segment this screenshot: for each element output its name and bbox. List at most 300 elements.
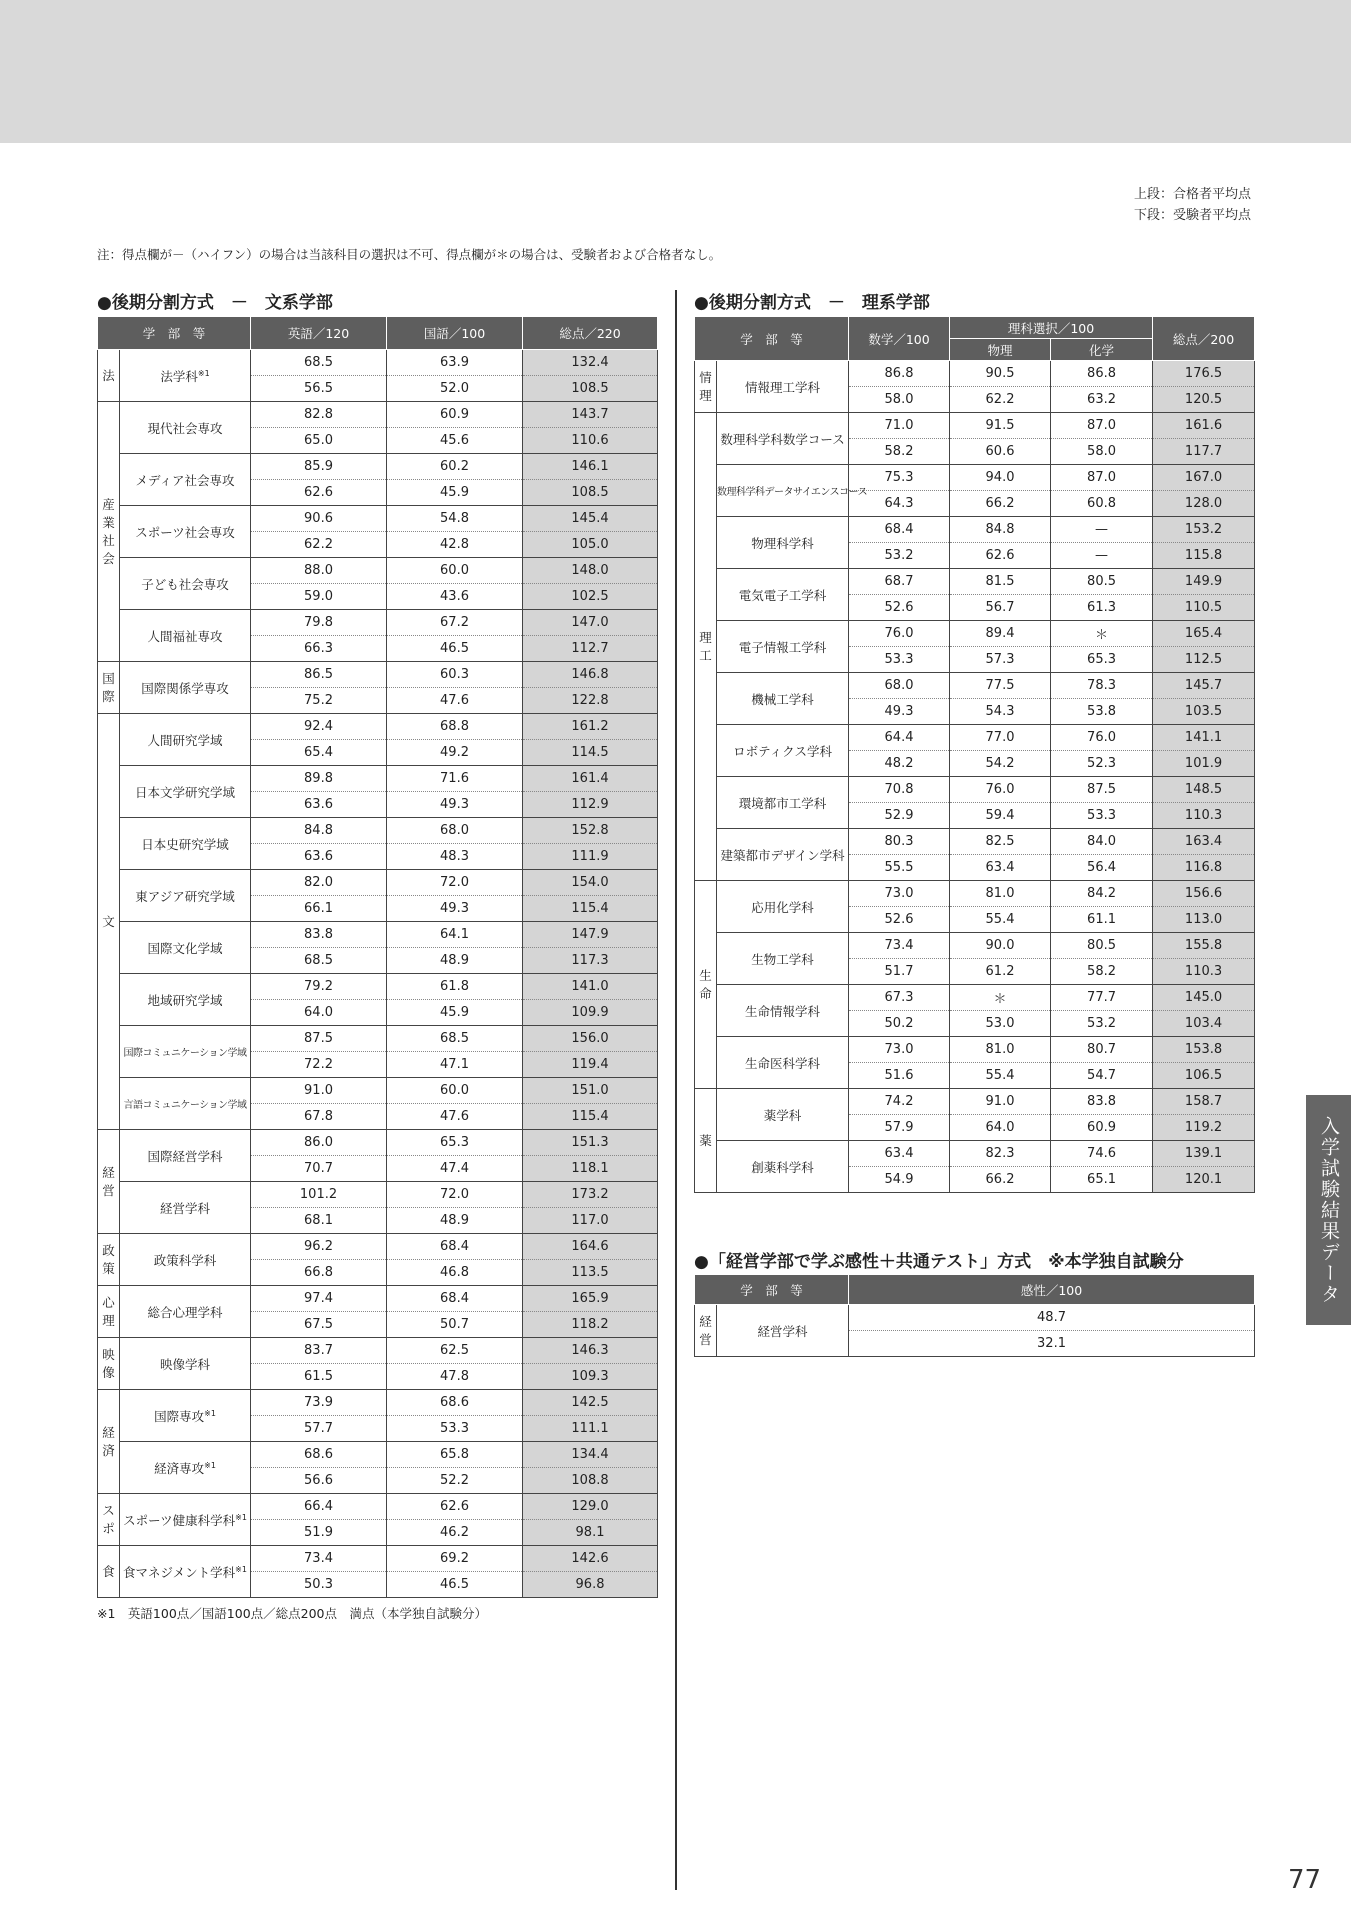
score-cell: 80.3 (849, 829, 950, 855)
score-cell: 43.6 (387, 584, 523, 610)
score-cell: 49.3 (387, 792, 523, 818)
score-cell: 86.5 (251, 662, 387, 688)
score-cell: 60.0 (387, 1078, 523, 1104)
dept-name: 環境都市工学科 (717, 777, 849, 829)
score-cell: 85.9 (251, 454, 387, 480)
score-cell: 82.3 (950, 1141, 1051, 1167)
table-row (695, 517, 1255, 543)
score-cell: 49.3 (387, 896, 523, 922)
dept-name: 数理科学科データサイエンスコース (717, 465, 849, 517)
score-cell: 52.9 (849, 803, 950, 829)
score-cell: 92.4 (251, 714, 387, 740)
score-cell: 73.9 (251, 1390, 387, 1416)
score-cell: 77.0 (950, 725, 1051, 751)
total-score-cell: 139.1 (1153, 1141, 1255, 1167)
score-cell: 68.1 (251, 1208, 387, 1234)
col-header-dept: 学 部 等 (98, 317, 251, 350)
total-score-cell: 102.5 (523, 584, 658, 610)
score-cell: 68.5 (251, 948, 387, 974)
score-cell: 72.0 (387, 870, 523, 896)
dept-name: 言語コミュニケーション学域 (120, 1078, 251, 1130)
group-label: 国 際 (98, 662, 120, 714)
score-cell: 97.4 (251, 1286, 387, 1312)
col-header-english: 英語／120 (251, 317, 387, 350)
total-score-cell: 112.5 (1153, 647, 1255, 673)
score-cell: 63.6 (251, 844, 387, 870)
score-cell: 60.3 (387, 662, 523, 688)
total-score-cell: 163.4 (1153, 829, 1255, 855)
total-score-cell: 111.9 (523, 844, 658, 870)
footnote-mark: ※1 (204, 1460, 216, 1470)
col-header-kansei: 感性／100 (849, 1275, 1255, 1305)
total-score-cell: 110.5 (1153, 595, 1255, 621)
total-score-cell: 101.9 (1153, 751, 1255, 777)
col-header-dept: 学 部 等 (695, 317, 849, 361)
score-cell: 61.5 (251, 1364, 387, 1390)
score-upper: 48.7 (849, 1305, 1255, 1331)
score-lower: 32.1 (849, 1331, 1255, 1357)
dept-name: 東アジア研究学域 (120, 870, 251, 922)
total-score-cell: 106.5 (1153, 1063, 1255, 1089)
table-row (98, 662, 658, 688)
score-cell: 83.8 (1051, 1089, 1153, 1115)
group-label: 法 (98, 350, 120, 402)
total-score-cell: 142.6 (523, 1546, 658, 1572)
total-score-cell: 103.5 (1153, 699, 1255, 725)
score-cell: 91.5 (950, 413, 1051, 439)
group-label: 情 理 (695, 361, 717, 413)
total-score-cell: 176.5 (1153, 361, 1255, 387)
score-cell: 83.8 (251, 922, 387, 948)
table-row (98, 1286, 658, 1312)
col-header-math: 数学／100 (849, 317, 950, 361)
score-cell: 68.4 (387, 1286, 523, 1312)
total-score-cell: 149.9 (1153, 569, 1255, 595)
score-cell: 53.3 (387, 1416, 523, 1442)
group-label: 経 済 (98, 1390, 120, 1494)
score-cell: 53.2 (1051, 1011, 1153, 1037)
group-label: 理 工 (695, 413, 717, 881)
dept-name: 人間福祉専攻 (120, 610, 251, 662)
total-score-cell: 116.8 (1153, 855, 1255, 881)
score-cell: 75.2 (251, 688, 387, 714)
total-score-cell: 147.0 (523, 610, 658, 636)
dept-name: 電気電子工学科 (717, 569, 849, 621)
table-row (695, 829, 1255, 855)
total-score-cell: 151.0 (523, 1078, 658, 1104)
score-cell: 64.0 (950, 1115, 1051, 1141)
score-cell: 61.1 (1051, 907, 1153, 933)
score-cell: 45.9 (387, 1000, 523, 1026)
total-score-cell: 134.4 (523, 1442, 658, 1468)
score-cell: 68.7 (849, 569, 950, 595)
score-cell: 68.8 (387, 714, 523, 740)
legend-lower: 下段：受験者平均点 (1133, 208, 1251, 223)
humanities-results-table (97, 316, 658, 1598)
total-score-cell: 156.6 (1153, 881, 1255, 907)
dept-name: 日本史研究学域 (120, 818, 251, 870)
total-score-cell: 117.7 (1153, 439, 1255, 465)
score-cell: 96.2 (251, 1234, 387, 1260)
dept-name: 機械工学科 (717, 673, 849, 725)
total-score-cell: 112.7 (523, 636, 658, 662)
table-row (98, 1130, 658, 1156)
score-cell: 68.6 (251, 1442, 387, 1468)
third-section-title: ●「経営学部で学ぶ感性＋共通テスト」方式 ※本学独自試験分 (694, 1252, 1184, 1272)
group-label: 文 (98, 714, 120, 1130)
total-score-cell: 161.6 (1153, 413, 1255, 439)
score-cell: 73.0 (849, 881, 950, 907)
left-section-title: ●後期分割方式 － 文系学部 (97, 293, 333, 313)
score-cell: 71.6 (387, 766, 523, 792)
score-cell: 72.2 (251, 1052, 387, 1078)
score-cell: 56.5 (251, 376, 387, 402)
total-score-cell: 164.6 (523, 1234, 658, 1260)
total-score-cell: 153.2 (1153, 517, 1255, 543)
score-cell: 61.2 (950, 959, 1051, 985)
score-cell: 63.4 (950, 855, 1051, 881)
score-cell: 52.3 (1051, 751, 1153, 777)
dept-name: 国際コミュニケーション学域 (120, 1026, 251, 1078)
score-cell: 77.5 (950, 673, 1051, 699)
score-cell: 83.7 (251, 1338, 387, 1364)
table-row (98, 1546, 658, 1572)
score-cell: 60.9 (387, 402, 523, 428)
score-cell: 66.8 (251, 1260, 387, 1286)
total-score-cell: 148.0 (523, 558, 658, 584)
group-label: 政 策 (98, 1234, 120, 1286)
score-cell: 60.2 (387, 454, 523, 480)
score-cell: 74.6 (1051, 1141, 1153, 1167)
dept-name: 総合心理学科 (120, 1286, 251, 1338)
score-cell: 62.6 (387, 1494, 523, 1520)
score-cell: 53.3 (849, 647, 950, 673)
score-cell: 65.1 (1051, 1167, 1153, 1193)
total-score-cell: 98.1 (523, 1520, 658, 1546)
total-score-cell: 148.5 (1153, 777, 1255, 803)
total-score-cell: 156.0 (523, 1026, 658, 1052)
score-cell: 48.9 (387, 1208, 523, 1234)
total-score-cell: 108.8 (523, 1468, 658, 1494)
footnote-mark: ※1 (197, 368, 210, 378)
table-row (98, 1338, 658, 1364)
score-cell: 47.6 (387, 1104, 523, 1130)
total-score-cell: 119.4 (523, 1052, 658, 1078)
score-cell: 48.9 (387, 948, 523, 974)
dept-name: 食マネジメント学科$^{※1}$ (120, 1546, 251, 1598)
score-cell: 50.2 (849, 1011, 950, 1037)
score-cell: 62.6 (251, 480, 387, 506)
col-header-physics: 物理 (950, 339, 1051, 361)
total-score-cell: 118.2 (523, 1312, 658, 1338)
group-label: 経 営 (98, 1130, 120, 1234)
total-score-cell: 109.3 (523, 1364, 658, 1390)
footnote: ※1 英語100点／国語100点／総点200点 満点（本学独自試験分） (97, 1606, 488, 1621)
score-cell: 80.7 (1051, 1037, 1153, 1063)
score-cell: 90.6 (251, 506, 387, 532)
dept-name: 創薬科学科 (717, 1141, 849, 1193)
dept-name: 国際文化学域 (120, 922, 251, 974)
score-cell: 65.8 (387, 1442, 523, 1468)
score-cell: ＊ (1051, 621, 1153, 647)
dept-name: 数理科学科数学コース (717, 413, 849, 465)
dept-name: 国際関係学専攻 (120, 662, 251, 714)
dept-name: 現代社会専攻 (120, 402, 251, 454)
total-score-cell: 108.5 (523, 376, 658, 402)
score-cell: 46.8 (387, 1260, 523, 1286)
total-score-cell: 145.0 (1153, 985, 1255, 1011)
score-legend (1134, 184, 1251, 226)
score-cell: 55.5 (849, 855, 950, 881)
dept-name: 日本文学研究学域 (120, 766, 251, 818)
score-cell: 87.5 (1051, 777, 1153, 803)
score-cell: 51.6 (849, 1063, 950, 1089)
score-cell: 81.0 (950, 1037, 1051, 1063)
score-cell: 58.0 (1051, 439, 1153, 465)
score-cell: 49.2 (387, 740, 523, 766)
table-row (98, 1182, 658, 1208)
score-cell: 68.5 (387, 1026, 523, 1052)
score-cell: 70.7 (251, 1156, 387, 1182)
total-score-cell: 161.2 (523, 714, 658, 740)
score-cell: 62.5 (387, 1338, 523, 1364)
score-cell: 80.5 (1051, 933, 1153, 959)
table-row (695, 1037, 1255, 1063)
score-cell: 60.0 (387, 558, 523, 584)
total-score-cell: 109.9 (523, 1000, 658, 1026)
total-score-cell: 154.0 (523, 870, 658, 896)
score-cell: 67.3 (849, 985, 950, 1011)
total-score-cell: 120.1 (1153, 1167, 1255, 1193)
dept-name: 法学科$^{※1}$ (120, 350, 251, 402)
score-cell: 52.2 (387, 1468, 523, 1494)
score-cell: 58.2 (849, 439, 950, 465)
score-cell: 101.2 (251, 1182, 387, 1208)
score-cell: 62.2 (950, 387, 1051, 413)
dept-name: スポーツ健康科学科$^{※1}$ (120, 1494, 251, 1546)
table-row (98, 1026, 658, 1052)
score-cell: 60.8 (1051, 491, 1153, 517)
total-score-cell: 145.7 (1153, 673, 1255, 699)
score-cell: 82.5 (950, 829, 1051, 855)
score-cell: 51.7 (849, 959, 950, 985)
score-cell: 68.5 (251, 350, 387, 376)
group-label: ス ポ (98, 1494, 120, 1546)
total-score-cell: 113.0 (1153, 907, 1255, 933)
score-cell: 84.8 (251, 818, 387, 844)
total-score-cell: 110.3 (1153, 803, 1255, 829)
dept-name: 電子情報工学科 (717, 621, 849, 673)
total-score-cell: 110.3 (1153, 959, 1255, 985)
score-cell: 63.6 (251, 792, 387, 818)
score-cell: 47.4 (387, 1156, 523, 1182)
group-label: 産 業 社 会 (98, 402, 120, 662)
dept-name: 政策科学科 (120, 1234, 251, 1286)
dept-name: 国際経営学科 (120, 1130, 251, 1182)
score-cell: 68.4 (849, 517, 950, 543)
total-score-cell: 147.9 (523, 922, 658, 948)
note-text: 注：得点欄が－（ハイフン）の場合は当該科目の選択は不可、得点欄が＊の場合は、受験者および合格者なし。 (97, 247, 722, 262)
total-score-cell: 145.4 (523, 506, 658, 532)
table-row (98, 1078, 658, 1104)
total-score-cell: 108.5 (523, 480, 658, 506)
total-score-cell: 105.0 (523, 532, 658, 558)
dept-name: 情報理工学科 (717, 361, 849, 413)
score-cell: 53.3 (1051, 803, 1153, 829)
table-row (98, 1234, 658, 1260)
total-score-cell: 103.4 (1153, 1011, 1255, 1037)
score-cell: — (1051, 543, 1153, 569)
score-cell: 79.8 (251, 610, 387, 636)
score-cell: 64.4 (849, 725, 950, 751)
score-cell: 47.1 (387, 1052, 523, 1078)
dept-name: 建築都市デザイン学科 (717, 829, 849, 881)
total-score-cell: 115.8 (1153, 543, 1255, 569)
table-row (98, 766, 658, 792)
score-cell: 75.3 (849, 465, 950, 491)
score-cell: 49.3 (849, 699, 950, 725)
total-score-cell: 153.8 (1153, 1037, 1255, 1063)
score-cell: 68.0 (387, 818, 523, 844)
footnote-mark: ※1 (235, 1564, 247, 1574)
score-cell: 76.0 (1051, 725, 1153, 751)
dept-name: 国際専攻$^{※1}$ (120, 1390, 251, 1442)
table-row (98, 610, 658, 636)
total-score-cell: 155.8 (1153, 933, 1255, 959)
dept-name: 経営学科 (717, 1305, 849, 1357)
score-cell: 53.8 (1051, 699, 1153, 725)
score-cell: 58.0 (849, 387, 950, 413)
table-row (695, 881, 1255, 907)
score-cell: 60.9 (1051, 1115, 1153, 1141)
score-cell: 57.7 (251, 1416, 387, 1442)
dept-name: 子ども社会専攻 (120, 558, 251, 610)
score-cell: 73.0 (849, 1037, 950, 1063)
score-cell: 66.2 (950, 491, 1051, 517)
score-cell: 66.4 (251, 1494, 387, 1520)
score-cell: 48.3 (387, 844, 523, 870)
score-cell: 90.0 (950, 933, 1051, 959)
total-score-cell: 118.1 (523, 1156, 658, 1182)
kansei-results-table (694, 1274, 1255, 1357)
total-score-cell: 146.8 (523, 662, 658, 688)
dept-name: 生命情報学科 (717, 985, 849, 1037)
total-score-cell: 117.3 (523, 948, 658, 974)
table-row (98, 1390, 658, 1416)
score-cell: 54.9 (849, 1167, 950, 1193)
score-cell: 46.5 (387, 636, 523, 662)
score-cell: 63.9 (387, 350, 523, 376)
score-cell: 60.6 (950, 439, 1051, 465)
side-tab: 入学試験結果データ (1306, 1095, 1351, 1325)
table-row (695, 413, 1255, 439)
score-cell: 73.4 (251, 1546, 387, 1572)
score-cell: 64.0 (251, 1000, 387, 1026)
table-row (695, 621, 1255, 647)
score-cell: 73.4 (849, 933, 950, 959)
dept-name: 経営学科 (120, 1182, 251, 1234)
score-cell: 64.3 (849, 491, 950, 517)
col-header-total: 総点／220 (523, 317, 658, 350)
table-row (695, 933, 1255, 959)
score-cell: 82.0 (251, 870, 387, 896)
table-row (695, 1089, 1255, 1115)
total-score-cell: 165.9 (523, 1286, 658, 1312)
score-cell: 55.4 (950, 1063, 1051, 1089)
total-score-cell: 142.5 (523, 1390, 658, 1416)
score-cell: 57.9 (849, 1115, 950, 1141)
table-row (98, 1494, 658, 1520)
dept-name: スポーツ社会専攻 (120, 506, 251, 558)
score-cell: — (1051, 517, 1153, 543)
score-cell: 90.5 (950, 361, 1051, 387)
score-cell: 65.4 (251, 740, 387, 766)
total-score-cell: 117.0 (523, 1208, 658, 1234)
table-row (98, 558, 658, 584)
score-cell: 46.2 (387, 1520, 523, 1546)
table-row (98, 350, 658, 376)
total-score-cell: 146.1 (523, 454, 658, 480)
score-cell: 52.6 (849, 907, 950, 933)
table-row (98, 506, 658, 532)
top-header-band (0, 0, 1351, 143)
score-cell: 81.5 (950, 569, 1051, 595)
score-cell: 68.0 (849, 673, 950, 699)
score-cell: 50.3 (251, 1572, 387, 1598)
score-cell: 52.6 (849, 595, 950, 621)
table-row (695, 569, 1255, 595)
total-score-cell: 112.9 (523, 792, 658, 818)
score-cell: 68.4 (387, 1234, 523, 1260)
score-cell: 53.2 (849, 543, 950, 569)
score-cell: 61.3 (1051, 595, 1153, 621)
score-cell: 63.2 (1051, 387, 1153, 413)
total-score-cell: 96.8 (523, 1572, 658, 1598)
score-cell: 51.9 (251, 1520, 387, 1546)
group-label: 食 (98, 1546, 120, 1598)
total-score-cell: 110.6 (523, 428, 658, 454)
score-cell: 52.0 (387, 376, 523, 402)
score-cell: 48.2 (849, 751, 950, 777)
score-cell: 88.0 (251, 558, 387, 584)
total-score-cell: 152.8 (523, 818, 658, 844)
score-cell: 54.3 (950, 699, 1051, 725)
score-cell: 81.0 (950, 881, 1051, 907)
column-divider (675, 290, 677, 1890)
score-cell: 70.8 (849, 777, 950, 803)
score-cell: 76.0 (849, 621, 950, 647)
table-row (98, 974, 658, 1000)
table-row (98, 714, 658, 740)
table-row (98, 870, 658, 896)
score-cell: 58.2 (1051, 959, 1153, 985)
total-score-cell: 141.1 (1153, 725, 1255, 751)
score-cell: 74.2 (849, 1089, 950, 1115)
score-cell: 86.0 (251, 1130, 387, 1156)
score-cell: 65.3 (387, 1130, 523, 1156)
table-row (695, 361, 1255, 387)
score-cell: 66.1 (251, 896, 387, 922)
score-cell: 42.8 (387, 532, 523, 558)
score-cell: 56.4 (1051, 855, 1153, 881)
score-cell: 82.8 (251, 402, 387, 428)
score-cell: 68.6 (387, 1390, 523, 1416)
score-cell: 59.0 (251, 584, 387, 610)
score-cell: 80.5 (1051, 569, 1153, 595)
total-score-cell: 120.5 (1153, 387, 1255, 413)
score-cell: ＊ (950, 985, 1051, 1011)
dept-name: 生命医科学科 (717, 1037, 849, 1089)
